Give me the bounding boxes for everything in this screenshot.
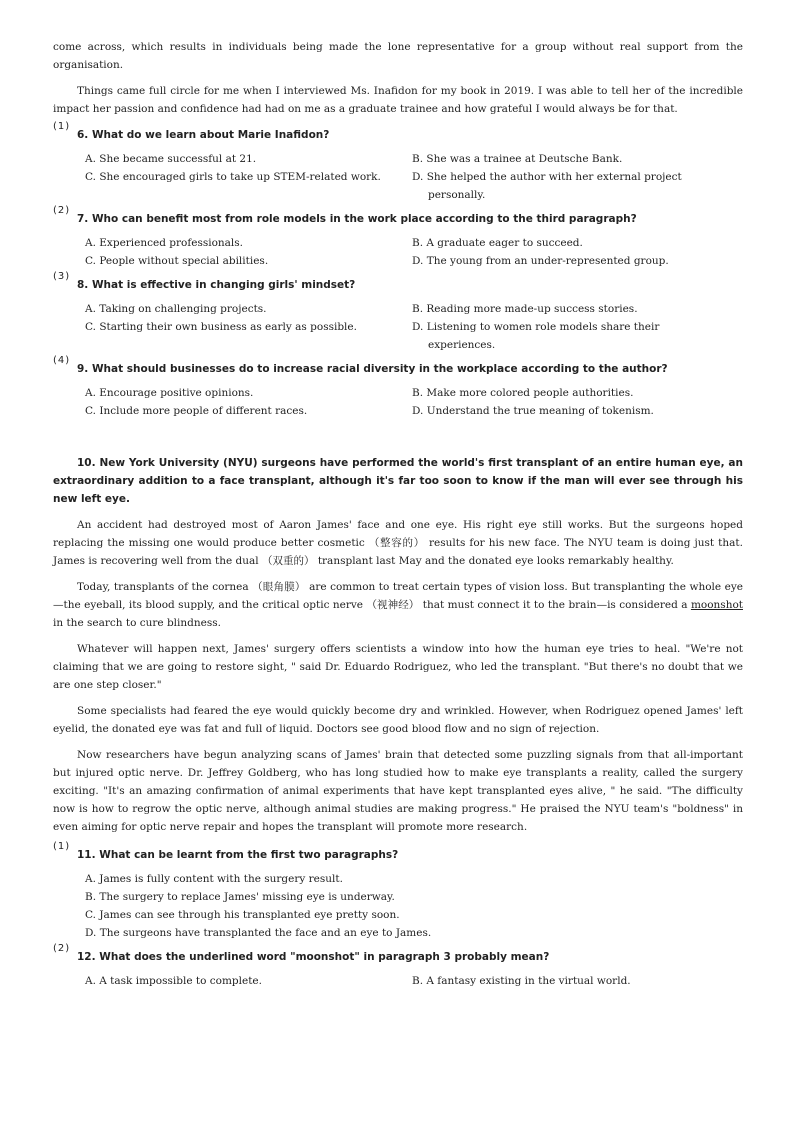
question-11 — [53, 841, 743, 942]
option-d[interactable]: D. Understand the true meaning of tokenism. — [412, 405, 654, 417]
passage-paragraph-3: Whatever will happen next, James' surgery offers scientists a window into how the human eye tries to heal. "We're not claiming that we are going to restore sight, " said Dr. Eduardo Rodriguez, who led the transplant. "But there's no doubt that we are one step closer." — [53, 643, 743, 691]
passage-paragraph-1: An accident had destroyed most of Aaron James' face and one eye. His right eye still works. But the surgeons hoped replacing the missing one would produce better cosmetic （整容的） results for his new face. The NYU team is doing just that. James is recovering well from the dual （双重的） transplant last May and the donated eye looks remarkably healthy. — [53, 519, 743, 567]
options — [85, 870, 743, 942]
option-d[interactable] — [412, 168, 743, 204]
option-c[interactable]: C. James can see through his transplanted eye pretty soon. — [85, 909, 400, 921]
question-stem: 8. What is effective in changing girls' mindset? — [77, 279, 356, 291]
option-b[interactable]: B. Reading more made-up success stories. — [412, 303, 638, 315]
option-b[interactable]: B. She was a trainee at Deutsche Bank. — [412, 153, 623, 165]
question-number: (4) — [53, 355, 71, 366]
option-d-line2: experiences. — [428, 339, 496, 351]
option-b[interactable]: B. Make more colored people authorities. — [412, 387, 634, 399]
options — [85, 300, 743, 354]
intro-paragraph-1: come across, which results in individuals being made the lone representative for a group without real support from the organisation. — [53, 41, 743, 71]
question-12 — [53, 943, 743, 990]
option-d-line1: D. She helped the author with her external project — [412, 171, 682, 183]
option-c[interactable]: C. People without special abilities. — [85, 255, 269, 267]
passage-paragraph-5: Now researchers have begun analyzing scans of James' brain that detected some puzzling signals from that all-important but injured optic nerve. Dr. Jeffrey Goldberg, who has long studied how to make eye transplants a reality, called the surgery exciting. "It's an amazing confirmation of animal experiments that have kept transplanted eyes alive, " he said. "The difficulty now is how to regrow the optic nerve, although animal studies are making progress." He praised the NYU team's "boldness" in even aiming for optic nerve repair and hopes the transplant will promote more research. — [53, 749, 743, 833]
option-a[interactable]: A. Experienced professionals. — [85, 237, 244, 249]
question-number: (1) — [53, 121, 71, 132]
question-number: (1) — [53, 841, 71, 852]
text-span: Today, transplants of the cornea （眼角膜） are common to treat certain types of vision loss. But transplanting the whole eye—the eyeball, its blood supply, and the critical optic nerve （视神经） that must connect it to the brain—is considered a — [53, 581, 743, 611]
question-stem: 9. What should businesses do to increase racial diversity in the workplace according to the author? — [77, 363, 668, 375]
options — [85, 972, 743, 990]
option-c[interactable]: C. Include more people of different races. — [85, 405, 308, 417]
question-number: (2) — [53, 205, 71, 216]
question-8 — [53, 271, 743, 354]
options — [85, 234, 743, 270]
question-stem: 12. What does the underlined word "moonshot" in paragraph 3 probably mean? — [77, 951, 550, 963]
option-d[interactable] — [412, 318, 743, 354]
option-b[interactable]: B. A fantasy existing in the virtual world. — [412, 975, 631, 987]
question-stem: 7. Who can benefit most from role models in the work place according to the third paragraph? — [77, 213, 637, 225]
option-d[interactable]: D. The young from an under-represented group. — [412, 255, 669, 267]
question-number: (3) — [53, 271, 71, 282]
options — [85, 384, 743, 420]
option-d-line1: D. Listening to women role models share their — [412, 321, 660, 333]
option-a[interactable]: A. James is fully content with the surgery result. — [85, 873, 343, 885]
passage-paragraph-2 — [53, 578, 743, 632]
question-stem: 11. What can be learnt from the first two paragraphs? — [77, 849, 399, 861]
option-a[interactable]: A. She became successful at 21. — [85, 153, 257, 165]
intro-paragraph-2: Things came full circle for me when I interviewed Ms. Inafidon for my book in 2019. I was able to tell her of the incredible impact her passion and confidence had had on me as a graduate trainee and how grateful I would always be for that. — [53, 85, 743, 115]
option-a[interactable]: A. Encourage positive opinions. — [85, 387, 254, 399]
option-d-line2: personally. — [428, 189, 486, 201]
question-7 — [53, 205, 743, 270]
question-number: (2) — [53, 943, 71, 954]
exam-page — [53, 38, 743, 996]
question-9 — [53, 355, 743, 420]
option-c[interactable]: C. Starting their own business as early as possible. — [85, 321, 357, 333]
text-span: in the search to cure blindness. — [53, 617, 221, 629]
option-d[interactable]: D. The surgeons have transplanted the face and an eye to James. — [85, 927, 432, 939]
option-b[interactable]: B. The surgery to replace James' missing eye is underway. — [85, 891, 395, 903]
options — [85, 150, 743, 204]
underlined-word: moonshot — [690, 599, 743, 611]
option-b[interactable]: B. A graduate eager to succeed. — [412, 237, 583, 249]
option-a[interactable]: A. A task impossible to complete. — [85, 975, 262, 987]
question-6 — [53, 121, 743, 204]
passage-paragraph-4: Some specialists had feared the eye would quickly become dry and wrinkled. However, when Rodriguez opened James' left eyelid, the donated eye was fat and full of liquid. Doctors see good blood flow and no sign of rejection. — [53, 705, 743, 735]
question-stem: 6. What do we learn about Marie Inafidon? — [77, 129, 330, 141]
option-a[interactable]: A. Taking on challenging projects. — [85, 303, 267, 315]
passage-title: 10. New York University (NYU) surgeons have performed the world's first transplant of an entire human eye, an extraordinary addition to a face transplant, although it's far too soon to know if the man will ever see through his new left eye. — [53, 457, 743, 505]
option-c[interactable]: C. She encouraged girls to take up STEM-related work. — [85, 171, 381, 183]
